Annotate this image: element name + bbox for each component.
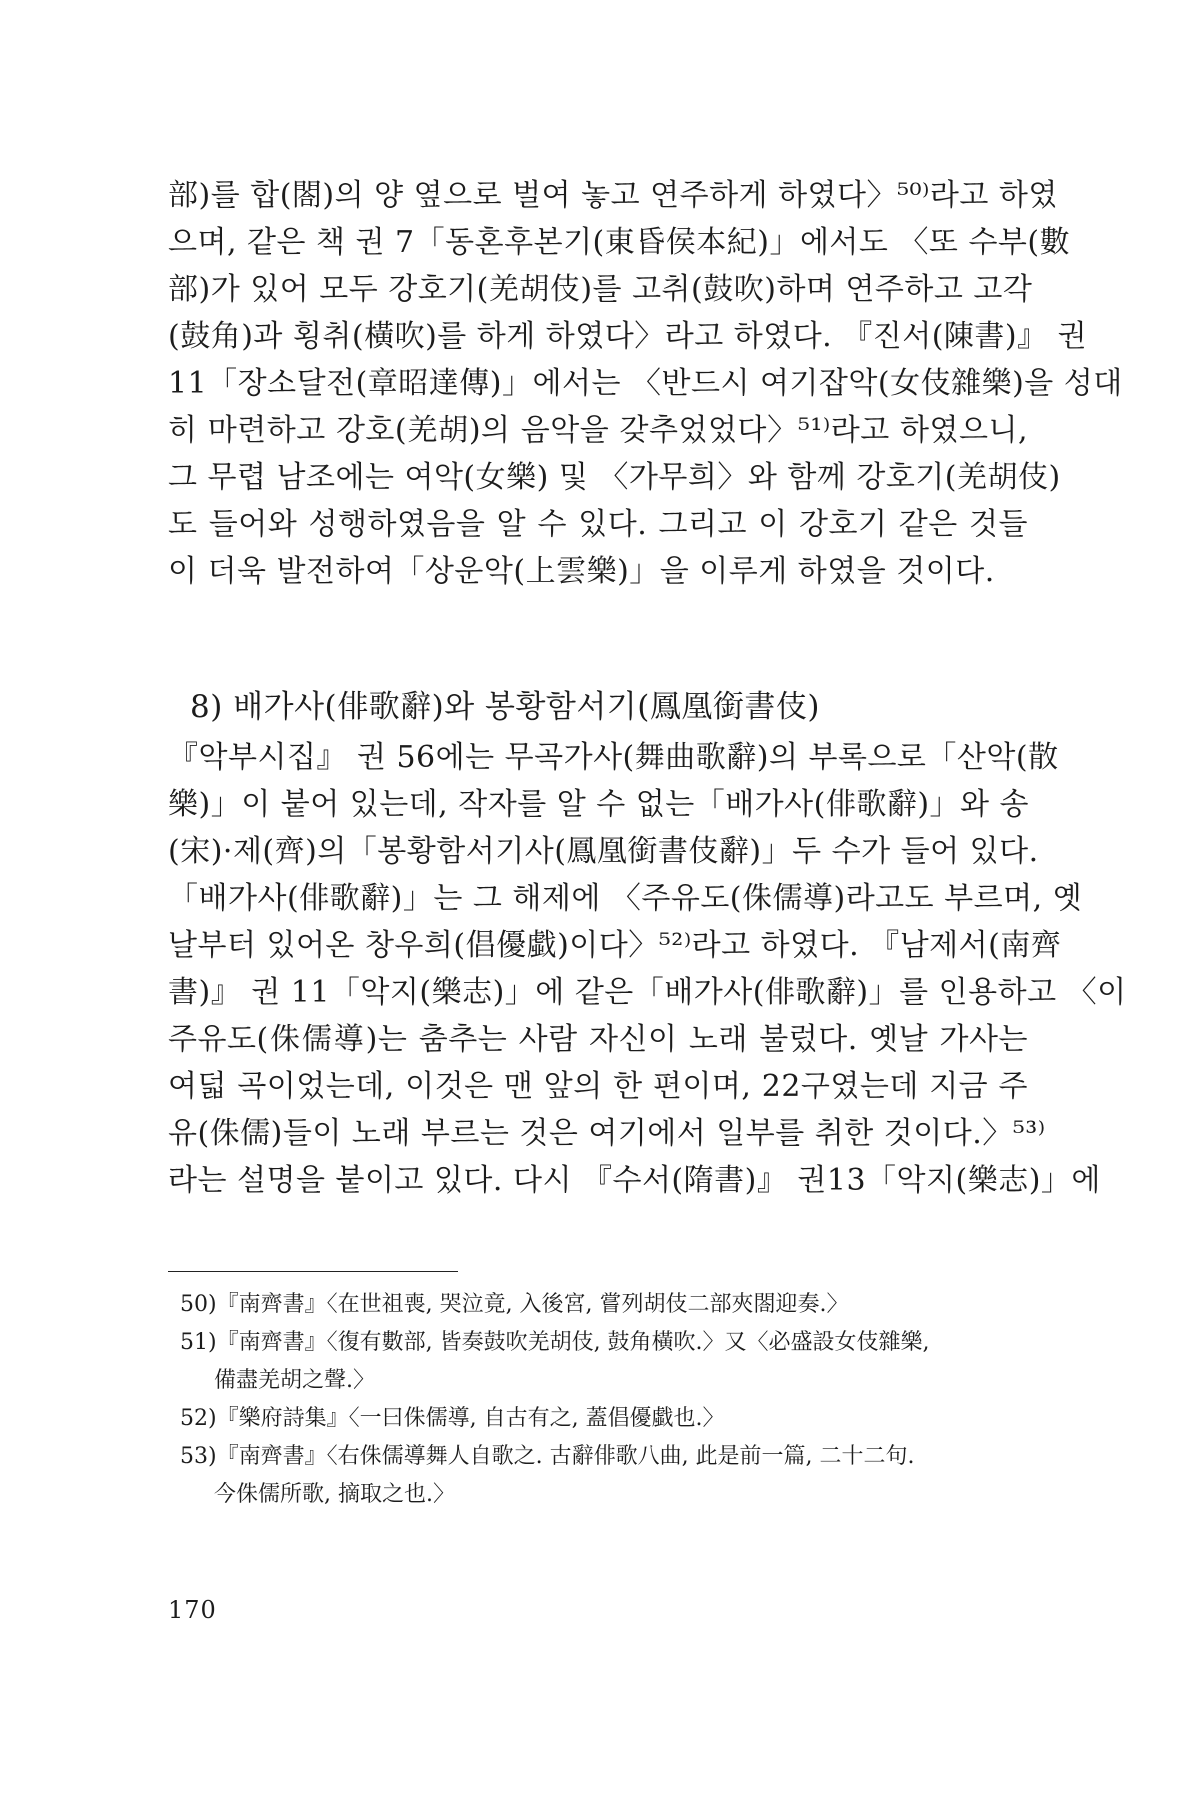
text-line: 「배가사(俳歌辭)」는 그 해제에 〈주유도(侏儒導)라고도 부르며, 옛 [168, 881, 1083, 916]
text-line: 여덟 곡이었는데, 이것은 맨 앞의 한 편이며, 22구였는데 지금 주 [168, 1069, 1028, 1104]
footnote-line: 53)『南齊書』〈右侏儒導舞人自歌之. 古辭俳歌八曲, 此是前一篇, 二十二句. [180, 1444, 915, 1469]
text-line: 그 무렵 남조에는 여악(女樂) 및 〈가무희〉와 함께 강호기(羌胡伎) [168, 460, 1061, 495]
section-paragraph [168, 734, 1127, 1204]
page-number: 170 [168, 1596, 217, 1624]
section-heading: 8) 배가사(俳歌辭)와 봉황함서기(鳳凰銜書伎) [190, 689, 820, 725]
text-line: 書)』 권 11「악지(樂志)」에 같은「배가사(俳歌辭)」를 인용하고 〈이 [168, 975, 1127, 1010]
footnote-53 [180, 1438, 1028, 1514]
text-line: 部)를 합(閤)의 양 옆으로 벌여 놓고 연주하게 하였다〉⁵⁰⁾라고 하였 [168, 178, 1058, 213]
footnote-divider [168, 1271, 458, 1272]
text-line: 으며, 같은 책 권 7「동혼후본기(東昏侯本紀)」에서도 〈또 수부(數 [168, 225, 1071, 260]
footnote-50 [180, 1286, 1028, 1324]
text-line: 라는 설명을 붙이고 있다. 다시 『수서(隋書)』 권13「악지(樂志)」에 [168, 1163, 1101, 1198]
text-line: 히 마련하고 강호(羌胡)의 음악을 갖추었었다〉⁵¹⁾라고 하였으니, [168, 413, 1028, 448]
text-line: (宋)·제(齊)의「봉황함서기사(鳳凰銜書伎辭)」두 수가 들어 있다. [168, 834, 1039, 869]
text-line: 11「장소달전(章昭達傳)」에서는 〈반드시 여기잡악(女伎雜樂)을 성대 [168, 366, 1123, 401]
text-line: 도 들어와 성행하였음을 알 수 있다. 그리고 이 강호기 같은 것들 [168, 507, 1028, 542]
text-line: 部)가 있어 모두 강호기(羌胡伎)를 고취(鼓吹)하며 연주하고 고각 [168, 272, 1033, 307]
footnote-52 [180, 1400, 1028, 1438]
footnote-line: 52)『樂府詩集』〈一曰侏儒導, 自古有之, 蓋倡優戱也.〉 [180, 1406, 725, 1431]
footnote-line: 備盡羌胡之聲.〉 [214, 1368, 375, 1393]
text-line: (鼓角)과 횡취(橫吹)를 하게 하였다〉라고 하였다. 『진서(陳書)』 권 [168, 319, 1088, 354]
text-line: 날부터 있어온 창우희(倡優戱)이다〉⁵²⁾라고 하였다. 『남제서(南齊 [168, 928, 1062, 963]
text-line: 유(侏儒)들이 노래 부르는 것은 여기에서 일부를 취한 것이다.〉⁵³⁾ [168, 1116, 1046, 1151]
footnote-line: 51)『南齊書』〈復有數部, 皆奏鼓吹羌胡伎, 鼓角橫吹.〉又〈必盛設女伎雜樂, [180, 1330, 930, 1355]
body-paragraph [168, 172, 1123, 595]
footnote-line: 50)『南齊書』〈在世祖喪, 哭泣竟, 入後宮, 嘗列胡伎二部夾閤迎奏.〉 [180, 1292, 849, 1317]
text-line: 주유도(侏儒導)는 춤추는 사람 자신이 노래 불렀다. 옛날 가사는 [168, 1022, 1028, 1057]
footnotes [180, 1286, 1028, 1514]
footnote-line: 今侏儒所歌, 摘取之也.〉 [214, 1482, 455, 1507]
text-line: 『악부시집』 권 56에는 무곡가사(舞曲歌辭)의 부록으로「산악(散 [168, 740, 1059, 775]
text-line: 이 더욱 발전하여「상운악(上雲樂)」을 이루게 하였을 것이다. [168, 554, 995, 589]
text-line: 樂)」이 붙어 있는데, 작자를 알 수 없는「배가사(俳歌辭)」와 송 [168, 787, 1030, 822]
footnote-51 [180, 1324, 1028, 1400]
